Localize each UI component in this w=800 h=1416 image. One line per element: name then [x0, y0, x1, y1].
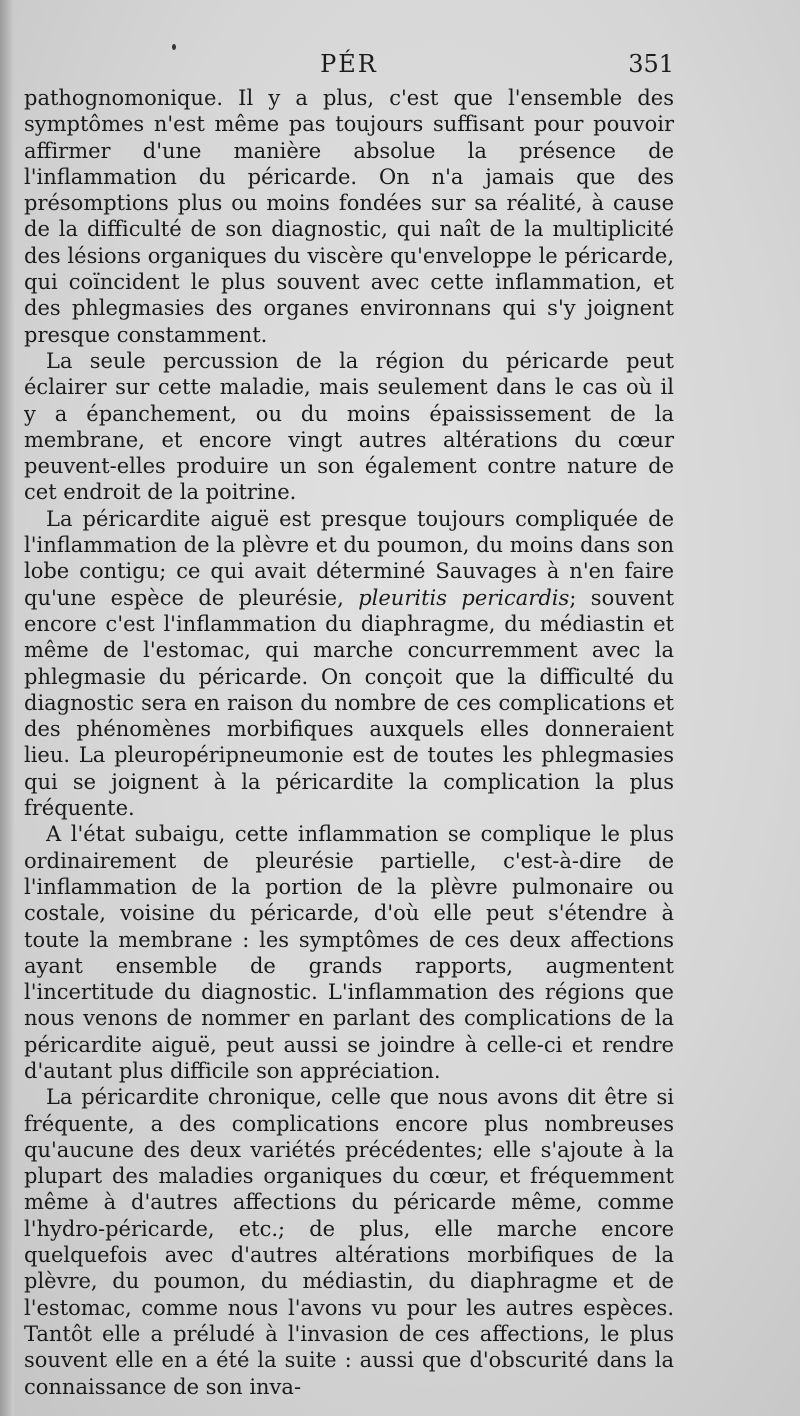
body-text [24, 85, 674, 1400]
paragraph-2: La seule percussion de la région du péricarde peut éclairer sur cette maladie, mais seulement dans le cas où il y a épanchement, ou du moins épaississement de la membrane, et encore vingt autres altérations du cœur peuvent-elles produire un son également contre nature de cet endroit de la poitrine. [24, 348, 674, 505]
latin-term: pleuritis pericardis [358, 585, 570, 610]
paragraph-1: pathognomonique. Il y a plus, c'est que l'ensemble des symptômes n'est même pas toujours suffisant pour pouvoir affirmer d'une manière absolue la présence de l'inflammation du péricarde. On n'a jamais que des présomptions plus ou moins fondées sur sa réalité, à cause de la difficulté de son diagnostic, qui naît de la multiplicité des lésions organiques du viscère qu'enveloppe le péricarde, qui coïncident le plus souvent avec cette inflammation, et des phlegmasies des organes environnans qui s'y joignent presque constamment. [24, 86, 674, 347]
page-header [24, 50, 674, 84]
running-head: PÉR [320, 50, 378, 78]
paragraph-4: A l'état subaigu, cette inflammation se complique le plus ordinairement de pleurésie partielle, c'est-à-dire de l'inflammation de la portion de la plèvre pulmonaire ou costale, voisine du péricarde, d'où elle peut s'étendre à toute la membrane : les symptômes de ces deux affections ayant ensemble de grands rapports, augmentent l'incertitude du diagnostic. L'inflammation des régions que nous venons de nommer en parlant des complications de la péricardite aiguë, peut aussi se joindre à celle-ci et rendre d'autant plus difficile son appréciation. [24, 822, 674, 1083]
page-binding-edge [0, 0, 14, 1416]
paragraph-3-text-before: La péricardite aiguë est presque toujours compliquée de l'inflammation de la plèvre et du poumon, du moins dans son lobe contigu; ce qui avait déterminé Sauvages à n'en faire qu'une espèce de pleurésie, [24, 506, 674, 610]
paragraph-3 [24, 506, 674, 822]
paragraph-5: La péricardite chronique, celle que nous avons dit être si fréquente, a des complications encore plus nombreuses qu'aucune des deux variétés précédentes; elle s'ajoute à la plupart des maladies organiques du cœur, et fréquemment même à d'autres affections du péricarde même, comme l'hydro-péricarde, etc.; de plus, elle marche encore quelquefois avec d'autres altérations morbifiques de la plèvre, du poumon, du médiastin, du diaphragme et de l'estomac, comme nous l'avons vu pour les autres espèces. Tantôt elle a préludé à l'invasion de ces affections, le plus souvent elle en a été la suite : aussi que d'obscurité dans la connaissance de son inva- [24, 1085, 674, 1399]
page-number: 351 [628, 50, 674, 78]
paragraph-3-text-after: ; souvent encore c'est l'inflammation du diaphragme, du médiastin et même de l'estomac, qui marche concurremment avec la phlegmasie du péricarde. On conçoit que la difficulté du diagnostic sera en raison du nombre de ces complications et des phénomènes morbifiques auxquels elles donneraient lieu. La pleuropéripneumonie est de toutes les phlegmasies qui se joignent à la péricardite la complication la plus fréquente. [24, 585, 675, 821]
